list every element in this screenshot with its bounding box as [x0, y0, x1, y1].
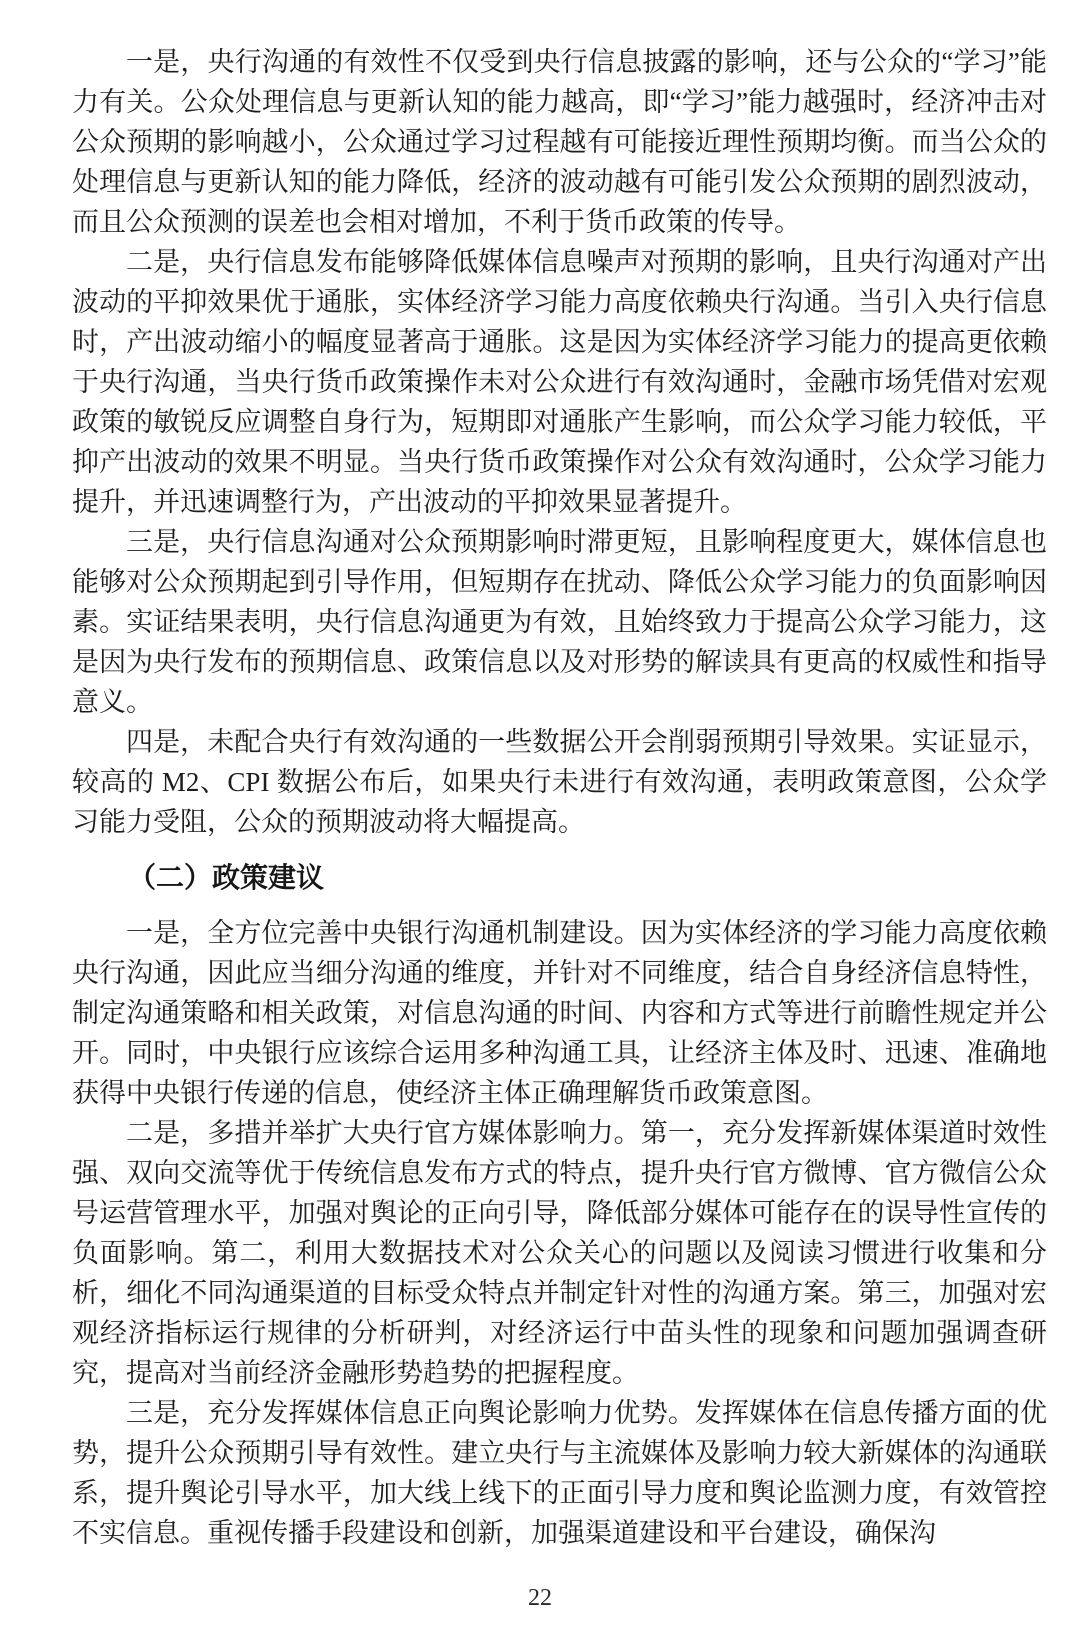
paragraph-finding-1: 一是，央行沟通的有效性不仅受到央行信息披露的影响，还与公众的“学习”能力有关。公众处理信息与更新认知的能力越高，即“学习”能力越强时，经济冲击对公众预期的影响越小，公众通过学习过程越有可能接近理性预期均衡。而当公众的处理信息与更新认知的能力降低，经济的波动越有可能引发公众预期的剧烈波动，而且公众预测的误差也会相对增加，不利于货币政策的传导。: [72, 47, 1047, 237]
page-number: 22: [528, 1585, 552, 1611]
paragraph-finding-4: 四是，未配合央行有效沟通的一些数据公开会削弱预期引导效果。实证显示，较高的 M2、CPI 数据公布后，如果央行未进行有效沟通，表明政策意图，公众学习能力受阻，公众的预期波动将大幅提高。: [72, 727, 1047, 837]
paragraph-policy-1: 一是，全方位完善中央银行沟通机制建设。因为实体经济的学习能力高度依赖央行沟通，因此应当细分沟通的维度，并针对不同维度，结合自身经济信息特性，制定沟通策略和相关政策，对信息沟通的时间、内容和方式等进行前瞻性规定并公开。同时，中央银行应该综合运用多种沟通工具，让经济主体及时、迅速、准确地获得中央银行传递的信息，使经济主体正确理解货币政策意图。: [72, 918, 1047, 1108]
page-content: [72, 42, 1047, 1553]
paragraph-policy-2: 二是，多措并举扩大央行官方媒体影响力。第一，充分发挥新媒体渠道时效性强、双向交流等优于传统信息发布方式的特点，提升央行官方微博、官方微信公众号运营管理水平，加强对舆论的正向引导，降低部分媒体可能存在的误导性宣传的负面影响。第二，利用大数据技术对公众关心的问题以及阅读习惯进行收集和分析，细化不同沟通渠道的目标受众特点并制定针对性的沟通方案。第三，加强对宏观经济指标运行规律的分析研判，对经济运行中苗头性的现象和问题加强调查研究，提高对当前经济金融形势趋势的把握程度。: [72, 1118, 1047, 1388]
section-heading: （二）政策建议: [128, 863, 325, 894]
paragraph-finding-3: 三是，央行信息沟通对公众预期影响时滞更短，且影响程度更大，媒体信息也能够对公众预期起到引导作用，但短期存在扰动、降低公众学习能力的负面影响因素。实证结果表明，央行信息沟通更为有效，且始终致力于提高公众学习能力，这是因为央行发布的预期信息、政策信息以及对形势的解读具有更高的权威性和指导意义。: [72, 527, 1047, 717]
paragraph-policy-3: 三是，充分发挥媒体信息正向舆论影响力优势。发挥媒体在信息传播方面的优势，提升公众预期引导有效性。建立央行与主流媒体及影响力较大新媒体的沟通联系，提升舆论引导水平，加大线上线下的正面引导力度和舆论监测力度，有效管控不实信息。重视传播手段建设和创新，加强渠道建设和平台建设，确保沟: [72, 1398, 1047, 1548]
paragraph-finding-2: 二是，央行信息发布能够降低媒体信息噪声对预期的影响，且央行沟通对产出波动的平抑效果优于通胀，实体经济学习能力高度依赖央行沟通。当引入央行信息时，产出波动缩小的幅度显著高于通胀。这是因为实体经济学习能力的提高更依赖于央行沟通，当央行货币政策操作未对公众进行有效沟通时，金融市场凭借对宏观政策的敏锐反应调整自身行为，短期即对通胀产生影响，而公众学习能力较低，平抑产出波动的效果不明显。当央行货币政策操作对公众有效沟通时，公众学习能力提升，并迅速调整行为，产出波动的平抑效果显著提升。: [72, 247, 1047, 517]
page-footer: [0, 1583, 1080, 1613]
